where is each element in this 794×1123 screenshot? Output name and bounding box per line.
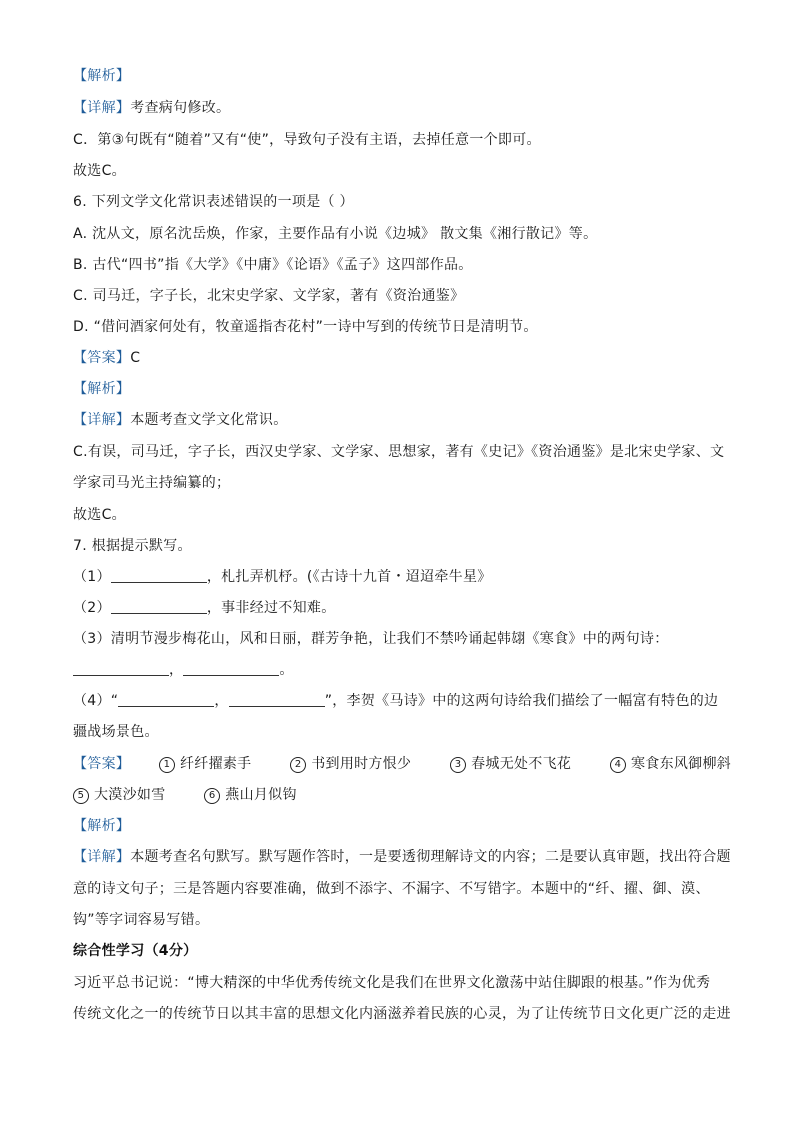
- question-6: 6. 下列文学文化常识表述错误的一项是（ ）: [73, 194, 354, 210]
- question-7-3-blanks: [73, 660, 294, 680]
- answer-item: [159, 754, 252, 774]
- answer-blank: [229, 692, 325, 707]
- answer-item: [73, 785, 166, 805]
- option-b: B. 古代“四书”指《大学》《中庸》《论语》《孟子》这四部作品。: [73, 257, 473, 273]
- question-7-4-cont: 疆战场景色。: [73, 724, 159, 740]
- detail-line: [73, 847, 731, 867]
- question-7: 7. 根据提示默写。: [73, 538, 192, 554]
- question-7-1: [73, 567, 492, 587]
- choice-conclusion: 故选C。: [73, 507, 126, 523]
- analysis-label: 【解析】: [73, 68, 131, 84]
- answer-text: 春城无处不飞花: [471, 756, 572, 772]
- answer-blank: [73, 661, 169, 676]
- explanation-text: 意的诗文句子；三是答题内容要准确，做到不添字、不漏字、不写错字。本题中的“纤、擢、御、漠、: [73, 881, 710, 897]
- detail-line: [73, 410, 288, 430]
- answer-7-line: [73, 754, 731, 774]
- option-a: A. 沈从文，原名沈岳焕，作家，主要作品有小说《边城》 散文集《湘行散记》等。: [73, 226, 598, 242]
- circled-number: 1: [159, 757, 175, 773]
- answer-label: 【答案】: [73, 350, 131, 366]
- circled-number: 4: [610, 757, 626, 773]
- answer-blank: [111, 599, 207, 614]
- detail-label: 【详解】: [73, 100, 131, 116]
- punctuation: 。: [279, 662, 294, 678]
- circled-number: 5: [73, 788, 89, 804]
- answer-text: 燕山月似钩: [225, 787, 297, 803]
- item-number: （1）: [73, 569, 111, 585]
- answer-item: [204, 785, 297, 805]
- paragraph-text: 传统文化之一的传统节日以其丰富的思想文化内涵滋养着民族的心灵，为了让传统节日文化更广泛的走进: [73, 1006, 731, 1022]
- paragraph-text: 习近平总书记说：“博大精深的中华优秀传统文化是我们在世界文化激荡中站住脚跟的根基。”作为优秀: [73, 975, 711, 991]
- detail-text: 本题考查文学文化常识。: [130, 412, 288, 428]
- item-number: （4）“: [73, 693, 119, 709]
- option-d: D. “借问酒家何处有，牧童遥指杏花村”一诗中写到的传统节日是清明节。: [73, 319, 538, 335]
- detail-label: 【详解】: [73, 849, 131, 865]
- answer-blank: [118, 692, 214, 707]
- section-heading: 综合性学习（4分）: [73, 943, 198, 959]
- choice-conclusion: 故选C。: [73, 163, 126, 179]
- answer-text: 大漠沙如雪: [94, 787, 166, 803]
- explanation-text: 学家司马光主持编纂的；: [73, 475, 231, 491]
- answer-label: 【答案】: [73, 756, 131, 772]
- detail-line: [73, 98, 230, 118]
- answer-blank: [111, 568, 207, 583]
- detail-label: 【详解】: [73, 412, 131, 428]
- item-text: ，事非经过不知难。: [206, 600, 336, 616]
- answer-6-value: C: [130, 350, 141, 366]
- answer-item: [290, 754, 411, 774]
- explanation-text: C．第③句既有“随着”又有“使”，导致句子没有主语，去掉任意一个即可。: [73, 132, 541, 148]
- punctuation: ，: [214, 693, 229, 709]
- item-number: （2）: [73, 600, 111, 616]
- item-text: ，札扎弄机杼。(《古诗十九首・迢迢牵牛星》: [206, 569, 492, 585]
- explanation-text: 钩”等字词容易写错。: [73, 912, 210, 928]
- detail-text: 本题考查名句默写。默写题作答时，一是要透彻理解诗文的内容；二是要认真审题，找出符合题: [130, 849, 731, 865]
- circled-number: 6: [204, 788, 220, 804]
- question-7-3: （3）清明节漫步梅花山，风和日丽，群芳争艳，让我们不禁吟诵起韩翃《寒食》中的两句诗：: [73, 631, 669, 647]
- answer-item: [610, 754, 731, 774]
- answer-7-line-2: [73, 785, 331, 805]
- answer-item: [450, 754, 571, 774]
- answer-text: 寒食东风御柳斜: [630, 756, 732, 772]
- answer-text: 书到用时方恨少: [311, 756, 412, 772]
- answer-blank: [183, 661, 279, 676]
- analysis-label: 【解析】: [73, 818, 131, 834]
- question-7-4: [73, 691, 718, 711]
- analysis-label: 【解析】: [73, 381, 131, 397]
- detail-text: 考查病句修改。: [130, 100, 231, 116]
- answer-6-line: [73, 348, 140, 368]
- answer-text: 纤纤擢素手: [179, 756, 252, 772]
- item-text: ”，李贺《马诗》中的这两句诗给我们描绘了一幅富有特色的边: [324, 693, 719, 709]
- explanation-text: C.有误，司马迁，字子长，西汉史学家、文学家、思想家，著有《史记》《资治通鉴》是北宋史学家、文: [73, 444, 725, 460]
- question-7-2: [73, 598, 336, 618]
- circled-number: 2: [290, 757, 306, 773]
- circled-number: 3: [450, 757, 466, 773]
- option-c: C. 司马迁，字子长，北宋史学家、文学家，著有《资治通鉴》: [73, 288, 465, 304]
- punctuation: ，: [169, 662, 184, 678]
